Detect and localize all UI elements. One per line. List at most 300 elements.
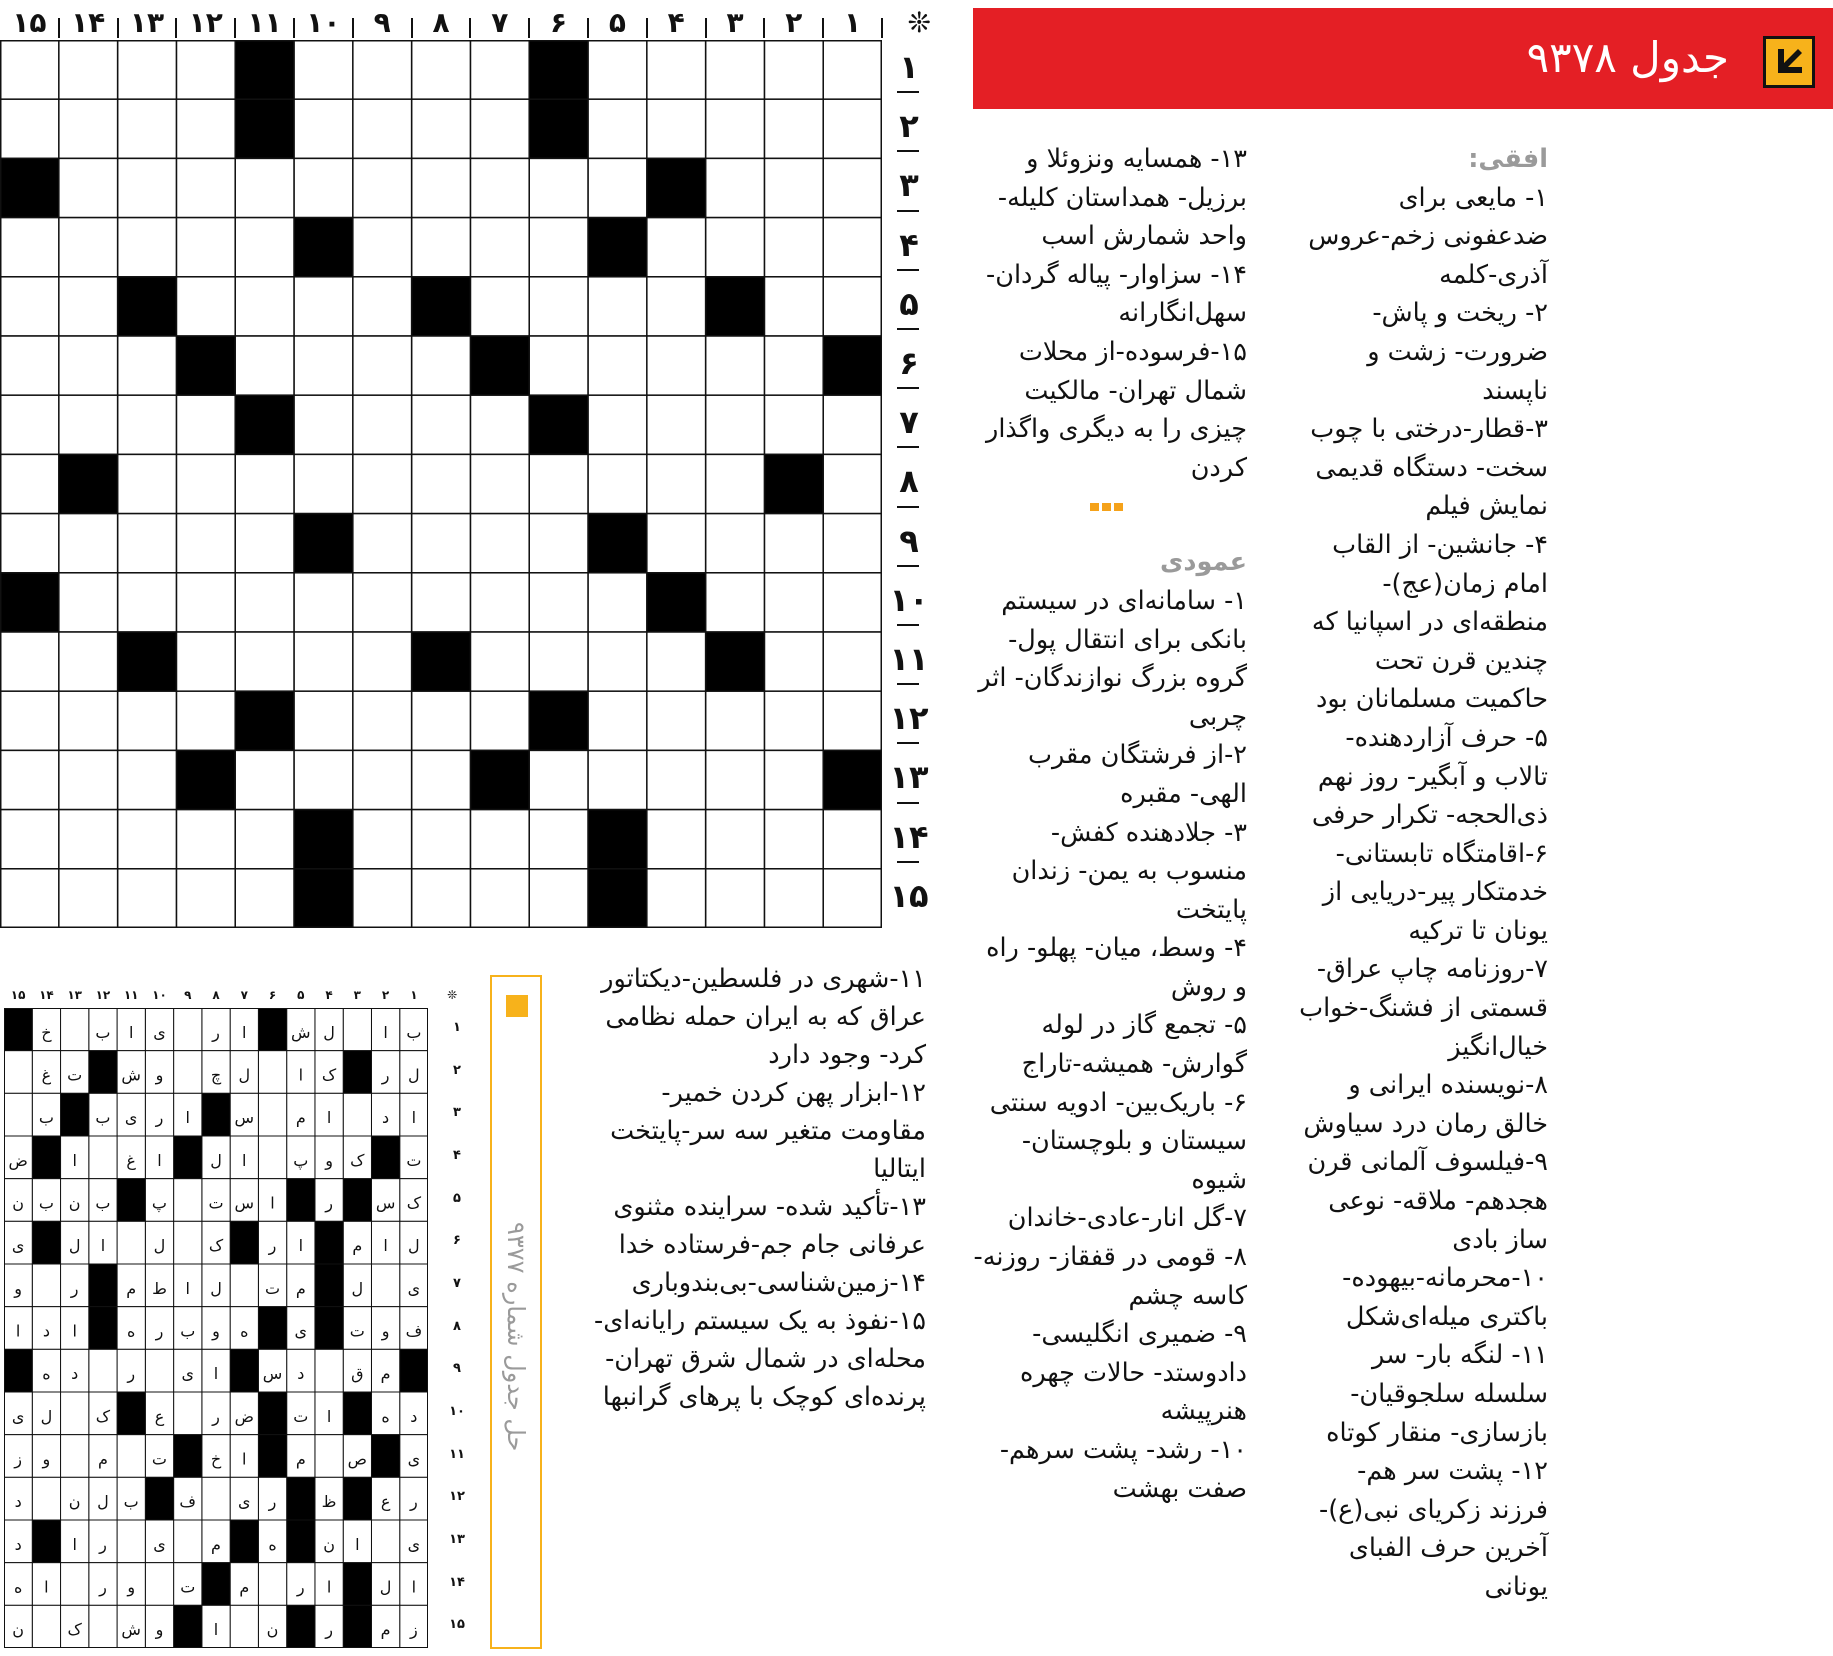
solution-letter: ت: [265, 1278, 281, 1298]
solution-letter: م: [352, 1236, 363, 1256]
grid-cell[interactable]: [118, 869, 177, 928]
grid-cell[interactable]: [59, 336, 118, 395]
black-cell: [235, 395, 294, 454]
black-cell: [588, 869, 647, 928]
across-clue-8: ۸-نویسنده ایرانی و خالق رمان درد سیاوش: [1303, 1070, 1548, 1139]
grid-cell[interactable]: [353, 336, 412, 395]
solution-letter: ه: [240, 1321, 249, 1341]
black-cell: [0, 573, 59, 632]
grid-cell[interactable]: [588, 336, 647, 395]
grid-cell[interactable]: [647, 218, 706, 277]
grid-cell[interactable]: [706, 40, 765, 99]
solution-letter: ی: [407, 1449, 421, 1469]
grid-cell[interactable]: [353, 454, 412, 513]
solution-black-cell: [4, 1008, 32, 1051]
grid-cell[interactable]: [412, 218, 471, 277]
grid-cell[interactable]: [412, 750, 471, 809]
grid-cell[interactable]: [353, 573, 412, 632]
grid-cell[interactable]: [764, 158, 823, 217]
grid-cell[interactable]: [823, 395, 882, 454]
grid-cell[interactable]: [235, 869, 294, 928]
grid-cell[interactable]: [823, 632, 882, 691]
black-cell: [235, 40, 294, 99]
grid-cell[interactable]: [176, 99, 235, 158]
solution-black-cell: [400, 1349, 428, 1392]
grid-cell[interactable]: [118, 691, 177, 750]
solution-label-box: [490, 975, 542, 1649]
black-cell: [529, 40, 588, 99]
grid-cell[interactable]: [118, 336, 177, 395]
grid-cell[interactable]: [59, 573, 118, 632]
solution-letter: ه: [13, 1577, 23, 1597]
grid-cell[interactable]: [294, 691, 353, 750]
grid-cell[interactable]: [706, 514, 765, 573]
grid-cell[interactable]: [235, 750, 294, 809]
grid-cell[interactable]: [118, 158, 177, 217]
solution-letter: ض: [8, 1150, 28, 1170]
grid-cell[interactable]: [529, 514, 588, 573]
grid-cell[interactable]: [0, 40, 59, 99]
grid-cell[interactable]: [0, 218, 59, 277]
solution-letter: م: [295, 1449, 306, 1469]
grid-cell[interactable]: [764, 573, 823, 632]
column-label: ۱۰: [306, 6, 341, 39]
grid-cell[interactable]: [647, 750, 706, 809]
grid-cell[interactable]: [470, 869, 529, 928]
solution-letter: ب: [406, 1022, 422, 1042]
grid-cell[interactable]: [118, 99, 177, 158]
grid-cell[interactable]: [529, 810, 588, 869]
grid-cell[interactable]: [176, 632, 235, 691]
solution-black-cell: [230, 1221, 258, 1264]
solution-row-label: ۹: [453, 1361, 461, 1377]
grid-cell[interactable]: [118, 395, 177, 454]
solution-black-cell: [202, 1563, 230, 1606]
grid-cell[interactable]: [706, 158, 765, 217]
solution-black-cell: [174, 1435, 202, 1478]
grid-cell[interactable]: [353, 632, 412, 691]
solution-letter: ا: [72, 1534, 77, 1554]
grid-cell[interactable]: [764, 99, 823, 158]
grid-cell[interactable]: [647, 691, 706, 750]
grid-cell[interactable]: [823, 869, 882, 928]
grid-cell[interactable]: [529, 277, 588, 336]
grid-cell[interactable]: [764, 632, 823, 691]
grid-cell[interactable]: [764, 395, 823, 454]
grid-cell[interactable]: [823, 99, 882, 158]
row-separator: [897, 150, 919, 152]
row-label: ۱۴: [889, 817, 929, 856]
grid-cell[interactable]: [59, 869, 118, 928]
grid-cell[interactable]: [176, 691, 235, 750]
solution-letter: ر: [127, 1364, 136, 1384]
grid-cell[interactable]: [59, 277, 118, 336]
grid-cell[interactable]: [59, 99, 118, 158]
grid-cell[interactable]: [647, 99, 706, 158]
black-cell: [118, 277, 177, 336]
grid-cell[interactable]: [176, 40, 235, 99]
grid-cell[interactable]: [0, 99, 59, 158]
grid-cell[interactable]: [59, 395, 118, 454]
grid-cell[interactable]: [0, 514, 59, 573]
grid-cell[interactable]: [764, 40, 823, 99]
grid-cell[interactable]: [706, 395, 765, 454]
solution-letter: ن: [68, 1193, 81, 1213]
grid-cell[interactable]: [588, 691, 647, 750]
grid-cell[interactable]: [353, 810, 412, 869]
grid-cell[interactable]: [588, 158, 647, 217]
grid-cell[interactable]: [823, 454, 882, 513]
grid-cell[interactable]: [529, 158, 588, 217]
grid-cell[interactable]: [235, 632, 294, 691]
grid-cell[interactable]: [118, 218, 177, 277]
solution-row-label: ۱: [453, 1020, 461, 1035]
solution-column-label: ۴: [325, 988, 333, 1002]
grid-cell[interactable]: [588, 99, 647, 158]
grid-cell[interactable]: [235, 158, 294, 217]
grid-cell[interactable]: [470, 40, 529, 99]
column-label: ۱: [844, 6, 862, 39]
solution-letter: ا: [15, 1321, 21, 1341]
grid-cell[interactable]: [706, 99, 765, 158]
grid-cell[interactable]: [176, 514, 235, 573]
across-heading: افقی:: [1468, 144, 1548, 174]
grid-cell[interactable]: [470, 395, 529, 454]
grid-cell[interactable]: [353, 514, 412, 573]
across-clue-12: ۱۲- پشت سر هم- فرزند زکریای نبی(ع)- آخرین حرف الفبای یونانی: [1319, 1456, 1548, 1602]
row-separator: [897, 742, 919, 744]
solution-letter: ا: [242, 1022, 247, 1042]
solution-letter: ل: [40, 1406, 53, 1426]
solution-row-label: ۲: [453, 1062, 461, 1078]
solution-letter: ا: [242, 1150, 247, 1170]
solution-letter: ک: [95, 1406, 111, 1426]
solution-letter: ش: [121, 1065, 141, 1085]
grid-cell[interactable]: [588, 750, 647, 809]
down-heading: عمودی: [1160, 547, 1247, 578]
grid-cell[interactable]: [823, 277, 882, 336]
solution-letter: ا: [44, 1577, 49, 1597]
grid-cell[interactable]: [294, 99, 353, 158]
grid-cell[interactable]: [529, 750, 588, 809]
clue-column-middle: [972, 140, 1247, 1508]
grid-cell[interactable]: [412, 869, 471, 928]
crossword-grid[interactable]: [0, 40, 882, 928]
grid-cell[interactable]: [588, 573, 647, 632]
grid-cell[interactable]: [412, 40, 471, 99]
grid-cell[interactable]: [176, 218, 235, 277]
grid-cell[interactable]: [294, 336, 353, 395]
solution-letter: ت: [180, 1577, 196, 1597]
solution-black-cell: [258, 1008, 286, 1051]
solution-black-cell: [117, 1179, 145, 1222]
black-cell: [588, 514, 647, 573]
solution-letter: ب: [123, 1492, 139, 1512]
grid-cell[interactable]: [176, 395, 235, 454]
grid-cell[interactable]: [0, 454, 59, 513]
grid-cell[interactable]: [176, 869, 235, 928]
grid-cell[interactable]: [588, 454, 647, 513]
grid-cell[interactable]: [412, 514, 471, 573]
grid-cell[interactable]: [647, 395, 706, 454]
grid-cell[interactable]: [59, 514, 118, 573]
grid-cell[interactable]: [588, 40, 647, 99]
grid-cell[interactable]: [647, 454, 706, 513]
grid-cell[interactable]: [588, 632, 647, 691]
grid-cell[interactable]: [647, 40, 706, 99]
solution-letter: و: [155, 1065, 164, 1085]
grid-cell[interactable]: [706, 810, 765, 869]
grid-cell[interactable]: [529, 218, 588, 277]
solution-cell: [61, 1008, 89, 1051]
solution-cell: [4, 1093, 32, 1136]
grid-cell[interactable]: [706, 218, 765, 277]
grid-cell[interactable]: [294, 454, 353, 513]
grid-cell[interactable]: [764, 336, 823, 395]
down-clue-9: ۹- ضمیری انگلیسی- دادوستد- حالات چهره هنرپیشه: [1020, 1319, 1247, 1427]
solution-cell: [61, 1392, 89, 1435]
grid-cell[interactable]: [470, 514, 529, 573]
grid-cell[interactable]: [470, 632, 529, 691]
solution-letter: م: [239, 1577, 250, 1597]
grid-cell[interactable]: [823, 158, 882, 217]
solution-letter: و: [127, 1577, 136, 1597]
grid-cell[interactable]: [764, 750, 823, 809]
solution-black-cell: [287, 1605, 315, 1648]
grid-cell[interactable]: [588, 277, 647, 336]
solution-letter: ت: [67, 1065, 83, 1085]
solution-black-cell: [89, 1051, 117, 1094]
solution-cell: [32, 1477, 60, 1520]
grid-cell[interactable]: [529, 336, 588, 395]
black-cell: [647, 158, 706, 217]
grid-cell[interactable]: [647, 869, 706, 928]
solution-cell: [230, 1605, 258, 1648]
grid-cell[interactable]: [823, 514, 882, 573]
solution-letter: ا: [326, 1577, 332, 1597]
solution-cell: [258, 1136, 286, 1179]
grid-cell[interactable]: [588, 395, 647, 454]
solution-cell: [32, 1264, 60, 1307]
solution-letter: ض: [234, 1406, 254, 1426]
grid-cell[interactable]: [176, 277, 235, 336]
grid-cell[interactable]: [118, 810, 177, 869]
solution-letter: ن: [266, 1620, 279, 1640]
grid-cell[interactable]: [353, 218, 412, 277]
grid-cell[interactable]: [118, 750, 177, 809]
row-label: ۱۳: [889, 758, 929, 797]
solution-letter: خ: [41, 1022, 52, 1042]
grid-cell[interactable]: [294, 40, 353, 99]
grid-cell[interactable]: [823, 218, 882, 277]
grid-cell[interactable]: [764, 218, 823, 277]
row-label: ۱۰: [889, 580, 929, 619]
solution-letter: ا: [128, 1022, 134, 1042]
grid-cell[interactable]: [353, 158, 412, 217]
grid-cell[interactable]: [235, 336, 294, 395]
grid-cell[interactable]: [294, 573, 353, 632]
grid-cell[interactable]: [706, 573, 765, 632]
solution-black-cell: [32, 1136, 60, 1179]
grid-cell[interactable]: [706, 750, 765, 809]
solution-letter: ل: [210, 1278, 222, 1298]
grid-cell[interactable]: [706, 869, 765, 928]
grid-cell[interactable]: [706, 336, 765, 395]
grid-cell[interactable]: [0, 277, 59, 336]
grid-cell[interactable]: [412, 691, 471, 750]
grid-cell[interactable]: [823, 810, 882, 869]
grid-cell[interactable]: [647, 810, 706, 869]
row-label: ۹: [899, 521, 919, 560]
grid-cell[interactable]: [59, 218, 118, 277]
grid-cell[interactable]: [353, 869, 412, 928]
grid-cell[interactable]: [706, 454, 765, 513]
grid-cell[interactable]: [412, 99, 471, 158]
solution-column-label: ۱۵: [10, 988, 26, 1002]
grid-cell[interactable]: [647, 514, 706, 573]
grid-cell[interactable]: [235, 810, 294, 869]
grid-cell[interactable]: [235, 277, 294, 336]
grid-cell[interactable]: [647, 277, 706, 336]
grid-cell[interactable]: [0, 750, 59, 809]
grid-cell[interactable]: [353, 691, 412, 750]
grid-cell[interactable]: [353, 40, 412, 99]
grid-cell[interactable]: [764, 277, 823, 336]
grid-cell[interactable]: [0, 869, 59, 928]
grid-cell[interactable]: [529, 454, 588, 513]
column-label: ۴: [667, 6, 685, 39]
grid-cell[interactable]: [59, 750, 118, 809]
grid-cell[interactable]: [176, 454, 235, 513]
black-cell: [588, 810, 647, 869]
grid-cell[interactable]: [118, 514, 177, 573]
solution-letter: ا: [326, 1406, 332, 1426]
grid-cell[interactable]: [647, 336, 706, 395]
grid-cell[interactable]: [235, 454, 294, 513]
solution-letter: ت: [208, 1193, 224, 1213]
grid-cell[interactable]: [294, 632, 353, 691]
solution-black-cell: [117, 1392, 145, 1435]
grid-cell[interactable]: [470, 158, 529, 217]
grid-cell[interactable]: [353, 750, 412, 809]
solution-letter: ک: [406, 1193, 422, 1213]
grid-cell[interactable]: [0, 395, 59, 454]
header-bar: [973, 8, 1833, 109]
solution-row-label: ۸: [453, 1318, 461, 1334]
grid-cell[interactable]: [294, 395, 353, 454]
grid-cell[interactable]: [529, 869, 588, 928]
solution-letter: ع: [380, 1492, 391, 1512]
grid-cell[interactable]: [470, 573, 529, 632]
grid-cell[interactable]: [412, 395, 471, 454]
solution-letter: ه: [42, 1364, 51, 1384]
grid-cell[interactable]: [294, 158, 353, 217]
grid-cell[interactable]: [353, 277, 412, 336]
solution-letter: ل: [68, 1236, 81, 1256]
grid-cell[interactable]: [412, 158, 471, 217]
grid-cell[interactable]: [647, 632, 706, 691]
grid-cell[interactable]: [176, 573, 235, 632]
grid-cell[interactable]: [176, 158, 235, 217]
grid-cell[interactable]: [470, 691, 529, 750]
solution-letter: د: [410, 1406, 418, 1426]
solution-column-label: ۲: [381, 988, 390, 1002]
grid-cell[interactable]: [529, 573, 588, 632]
grid-cell[interactable]: [470, 454, 529, 513]
grid-cell[interactable]: [470, 810, 529, 869]
grid-cell[interactable]: [294, 277, 353, 336]
solution-letter: ن: [12, 1193, 25, 1213]
solution-letter: م: [295, 1108, 306, 1128]
solution-letter: غ: [41, 1065, 52, 1085]
solution-black-cell: [343, 1179, 371, 1222]
grid-cell[interactable]: [470, 218, 529, 277]
grid-cell[interactable]: [706, 691, 765, 750]
grid-cell[interactable]: [235, 218, 294, 277]
grid-cell[interactable]: [0, 810, 59, 869]
grid-cell[interactable]: [0, 691, 59, 750]
solution-cell: [61, 1563, 89, 1606]
row-separator: [897, 269, 919, 271]
solution-column-label: ۱۱: [123, 988, 139, 1002]
grid-cell[interactable]: [412, 336, 471, 395]
column-label: ۱۴: [71, 6, 106, 39]
grid-cell[interactable]: [412, 454, 471, 513]
grid-cell[interactable]: [412, 810, 471, 869]
grid-cell[interactable]: [764, 514, 823, 573]
solution-letter: ی: [153, 1534, 166, 1554]
grid-cell[interactable]: [823, 40, 882, 99]
grid-cell[interactable]: [118, 40, 177, 99]
black-cell: [412, 277, 471, 336]
grid-cell[interactable]: [764, 869, 823, 928]
grid-cell[interactable]: [764, 691, 823, 750]
grid-cell[interactable]: [118, 573, 177, 632]
grid-cell[interactable]: [59, 691, 118, 750]
down-clue-7: ۷-گل انار-عادی-خاندان: [1007, 1203, 1247, 1234]
grid-cell[interactable]: [176, 810, 235, 869]
solution-black-cell: [61, 1093, 89, 1136]
grid-cell[interactable]: [0, 632, 59, 691]
solution-black-cell: [315, 1221, 343, 1264]
grid-cell[interactable]: [235, 573, 294, 632]
solution-black-cell: [371, 1136, 399, 1179]
grid-cell[interactable]: [294, 750, 353, 809]
solution-letter: ی: [124, 1108, 138, 1128]
grid-cell[interactable]: [823, 573, 882, 632]
grid-cell[interactable]: [529, 632, 588, 691]
solution-letter: ا: [213, 1620, 219, 1640]
column-label: ۱۵: [12, 6, 47, 39]
grid-cell[interactable]: [470, 99, 529, 158]
grid-cell[interactable]: [59, 632, 118, 691]
grid-cell[interactable]: [353, 99, 412, 158]
grid-cell[interactable]: [59, 158, 118, 217]
grid-cell[interactable]: [59, 810, 118, 869]
grid-cell[interactable]: [235, 514, 294, 573]
grid-cell[interactable]: [764, 810, 823, 869]
grid-cell[interactable]: [118, 454, 177, 513]
separator-dots: [1090, 496, 1126, 515]
grid-cell[interactable]: [823, 691, 882, 750]
solution-letter: ک: [67, 1620, 82, 1640]
grid-cell[interactable]: [412, 573, 471, 632]
grid-cell[interactable]: [470, 277, 529, 336]
grid-cell[interactable]: [59, 40, 118, 99]
grid-cell[interactable]: [353, 395, 412, 454]
grid-cell[interactable]: [0, 336, 59, 395]
solution-letter: ی: [153, 1022, 166, 1042]
